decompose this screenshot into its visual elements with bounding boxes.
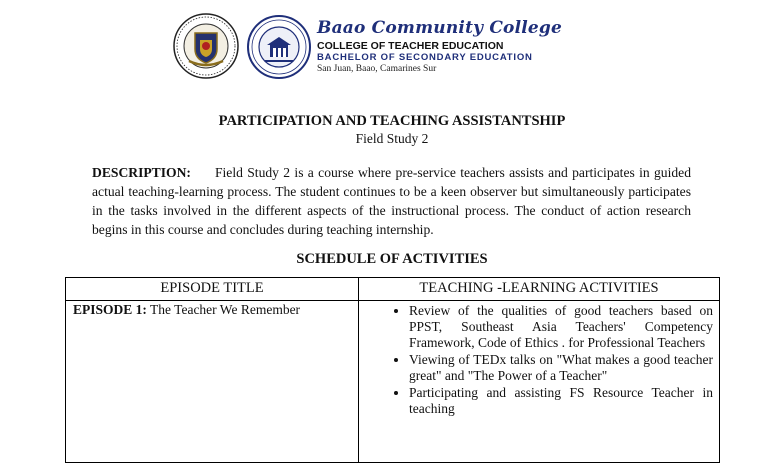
description-text: Field Study 2 is a course where pre-service teachers assists and participates in guided actual teaching-learning process. The student continues to be a keen observer but simultaneously participates in the tasks involved in the different aspects of the instructional process. The conduct of action research begins in this course and concludes during teaching internship. <box>92 165 691 237</box>
list-item: • Viewing of TEDx talks on "What makes a good teacher great" and "The Power of a Teacher" <box>409 352 713 384</box>
description-paragraph <box>92 163 691 239</box>
episode-cell <box>66 301 359 463</box>
table-row <box>66 301 720 463</box>
description-label: DESCRIPTION: <box>92 165 191 180</box>
column-header-episode-title: EPISODE TITLE <box>66 278 359 301</box>
baao-community-college-seal-logo <box>173 13 239 79</box>
department-name: COLLEGE OF TEACHER EDUCATION <box>317 40 504 52</box>
episode-label: EPISODE 1: <box>73 302 147 317</box>
college-address: San Juan, Baao, Camarines Sur <box>317 64 437 74</box>
column-header-activities: TEACHING -LEARNING ACTIVITIES <box>359 278 720 301</box>
episode-title: The Teacher We Remember <box>150 302 301 317</box>
activities-cell <box>359 301 720 463</box>
document-title: PARTICIPATION AND TEACHING ASSISTANTSHIP <box>218 113 566 129</box>
program-name: BACHELOR OF SECONDARY EDUCATION <box>317 52 533 63</box>
activities-list <box>366 303 713 417</box>
table-header-row <box>66 278 720 301</box>
list-item: • Participating and assisting FS Resource Teacher in teaching <box>409 385 713 417</box>
document-subtitle: Field Study 2 <box>355 131 429 146</box>
schedule-table <box>65 277 720 463</box>
list-item: • Review of the qualities of good teachers based on PPST, Southeast Asia Teachers' Competency Framework, Code of Ethics . for Professional Teachers <box>409 303 713 351</box>
college-name: Baao Community College <box>317 18 563 38</box>
schedule-heading: SCHEDULE OF ACTIVITIES <box>296 251 488 267</box>
college-of-teacher-education-seal-logo <box>247 15 311 79</box>
